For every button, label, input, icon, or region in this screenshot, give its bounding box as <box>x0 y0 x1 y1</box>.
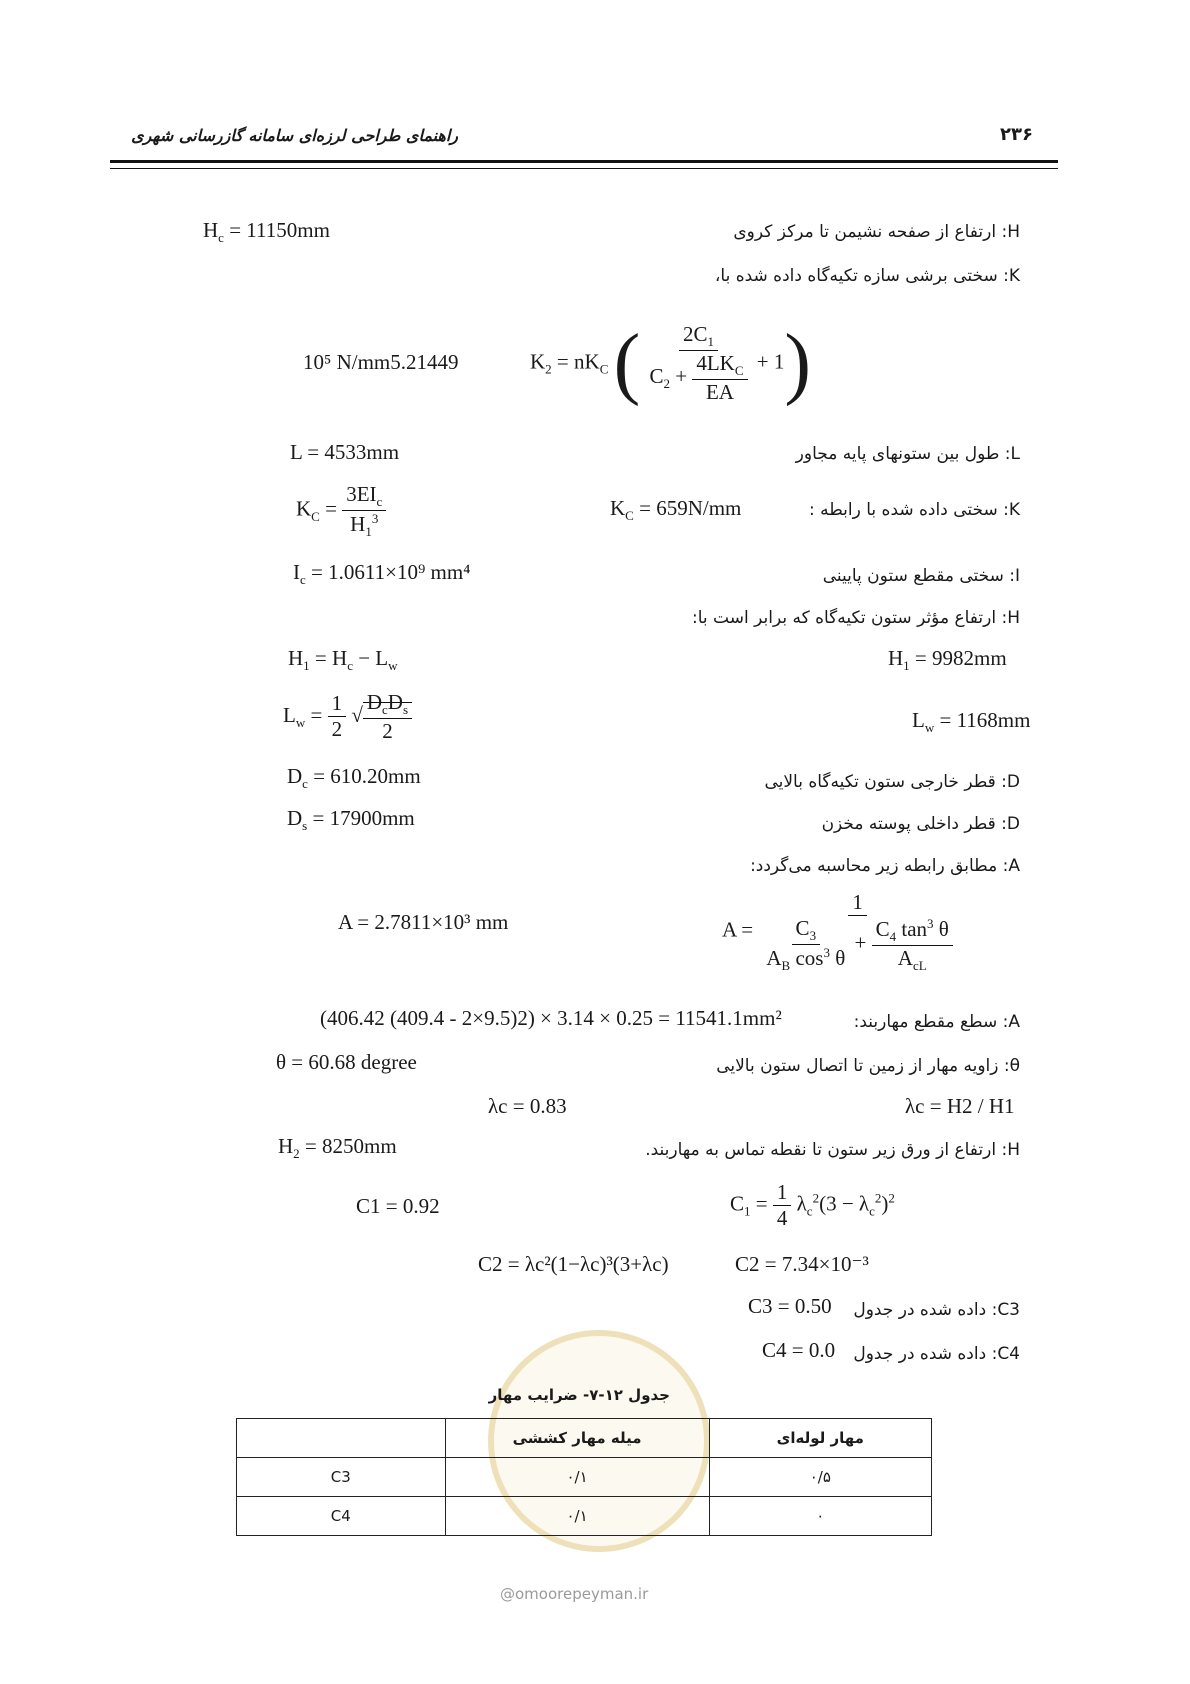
k2-value: 10⁵ N/mm5.21449 <box>303 350 459 374</box>
h1-definition: H: ارتفاع مؤثر ستون تکیه‌گاه که برابر است با: <box>692 608 1020 628</box>
kc-definition: K: سختی داده شده با رابطه : <box>808 500 1020 520</box>
c2-formula: C2 = λc²(1−λc)³(3+λc) <box>478 1252 669 1276</box>
table-cell-pipe: ۰/۵ <box>709 1458 931 1497</box>
table-row <box>237 1458 932 1497</box>
header-rule <box>110 160 1058 163</box>
dc-definition: D: قطر خارجی ستون تکیه‌گاه بالایی <box>764 772 1020 792</box>
table-cell-pipe: ۰ <box>709 1497 931 1536</box>
c3-definition: C3: داده شده در جدول <box>853 1300 1020 1320</box>
theta-definition: θ: زاویه مهار از زمین تا اتصال ستون بالایی <box>716 1056 1020 1076</box>
ds-value: $D_s = 17900mm$ <box>287 806 415 834</box>
ic-value: $I_c = 1.0611\times 10^9$ mm⁴ <box>293 560 471 588</box>
ic-definition: I: سختی مقطع ستون پایینی <box>822 566 1020 586</box>
hc-value: $H_c = 11150mm$ <box>203 218 330 246</box>
a-value: A = 2.7811×10³ mm <box>338 910 509 934</box>
coefficient-table <box>236 1418 932 1536</box>
c4-value: C4 = 0.0 <box>762 1338 836 1362</box>
c1-formula: $C_1$ = $\frac{1}{4}$ $\lambda_c^2(3 - \lambda_c^2)^2$ <box>730 1180 895 1231</box>
running-header-title: راهنمای طراحی لرزه‌ای سامانه گازرسانی شهری <box>131 126 458 145</box>
h1-value: $H_1 = 9982mm$ <box>888 646 1007 674</box>
c3-value: C3 = 0.50 <box>748 1294 832 1318</box>
a-formula: A = 1 $\frac{C_3}{A_B \cos^3 \theta}$ + $\frac{C_4 \tan^3 \theta}{A_{cL}}$ <box>722 890 957 974</box>
a-definition: A: مطابق رابطه زیر محاسبه می‌گردد: <box>750 856 1020 876</box>
l-definition: L: طول بین ستونهای پایه مجاور <box>795 444 1020 464</box>
c4-definition: C4: داده شده در جدول <box>853 1344 1020 1364</box>
lw-formula: $L_w$ = $\frac{1}{2}$ √ $\frac{D_cD_s}{2}$ <box>283 690 412 744</box>
table-cell-rod: ۰/۱ <box>445 1497 709 1536</box>
kc-formula: $K_C$ = $\frac{3EI_c}{H_1^3}$ <box>296 482 386 540</box>
table-cell-label: C3 <box>237 1458 446 1497</box>
kc-value: $K_C = 659N/mm$ <box>610 496 742 524</box>
lambda-formula: λc = H2 / H1 <box>905 1094 1015 1118</box>
table-cell-rod: ۰/۱ <box>445 1458 709 1497</box>
ab-value: (406.42 (409.4 - 2×9.5)2) × 3.14 × 0.25 = 11541.1mm² <box>320 1006 782 1030</box>
lw-value: $L_w = 1168mm$ <box>912 708 1031 736</box>
k2-definition: K: سختی برشی سازه تکیه‌گاه داده شده با، <box>714 266 1020 286</box>
c1-value: C1 = 0.92 <box>356 1194 440 1218</box>
table-cell-label: C4 <box>237 1497 446 1536</box>
page-number: ۲۳۶ <box>1000 124 1033 145</box>
ab-definition: A: سطع مقطع مهاربند: <box>853 1012 1020 1032</box>
table-header-row <box>237 1419 932 1458</box>
hc-definition: H: ارتفاع از صفحه نشیمن تا مرکز کروی <box>733 222 1020 242</box>
table-header-cell: میله مهار کششی <box>445 1419 709 1458</box>
ds-definition: D: قطر داخلی پوسته مخزن <box>821 814 1020 834</box>
h2-definition: H: ارتفاع از ورق زیر ستون تا نقطه تماس به مهاربند. <box>645 1140 1020 1160</box>
l-value: L = 4533mm <box>290 440 400 464</box>
c2-value: C2 = 7.34×10⁻³ <box>735 1252 869 1276</box>
table-caption: جدول ۱۲-۷- ضرایب مهار <box>488 1386 670 1404</box>
watermark-site: @omoorepeyman.ir <box>500 1585 649 1603</box>
table-header-cell <box>237 1419 446 1458</box>
header-rule-thin <box>110 168 1058 169</box>
table-header-cell: مهار لوله‌ای <box>709 1419 931 1458</box>
h1-formula: $H_1 = H_c - L_w$ <box>288 646 398 674</box>
k2-formula: $K_2 = nK_C$ ( $2C_1$ $C_2$ + $\frac{4LK_C}{EA}$ + 1) <box>530 319 812 407</box>
theta-value: θ = 60.68 degree <box>276 1050 417 1074</box>
lambda-value: λc = 0.83 <box>488 1094 567 1118</box>
table-row <box>237 1497 932 1536</box>
h2-value: $H_2 = 8250mm$ <box>278 1134 397 1162</box>
dc-value: $D_c = 610.20mm$ <box>287 764 421 792</box>
